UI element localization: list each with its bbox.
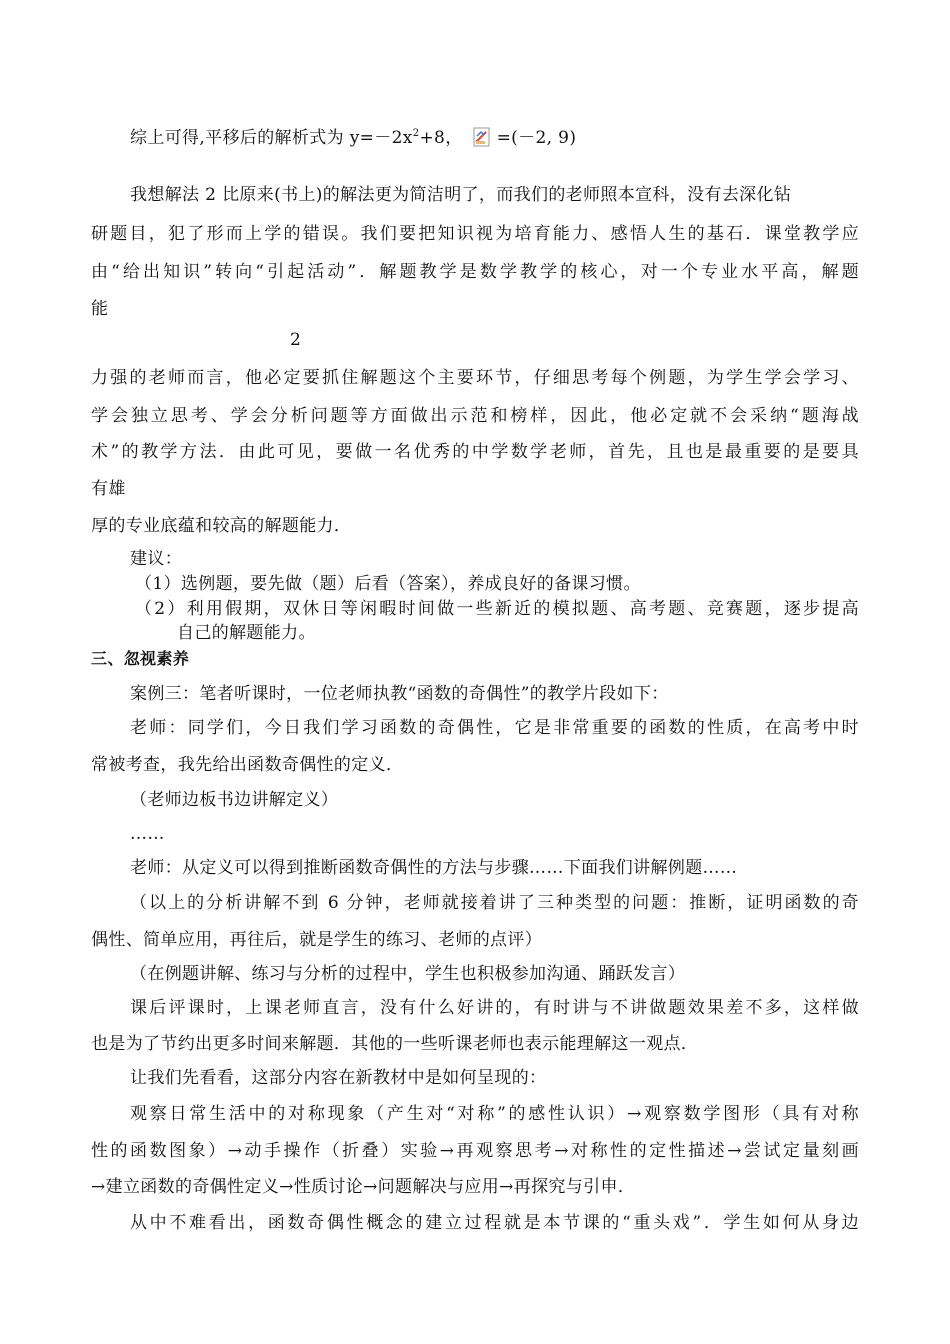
paragraph-line: 让我们先看看，这部分内容在新教材中是如何呈现的： [130, 1068, 547, 1088]
paragraph-line: 也是为了节约出更多时间来解题．其他的一些听课老师也表示能理解这一观点． [91, 1034, 699, 1054]
suggestion-item: （1）选例题，要先做（题）后看（答案），养成良好的备课习惯。 [135, 574, 641, 594]
paragraph-line: 从中不难看出，函数奇偶性概念的建立过程就是本节课的“重头戏”．学生如何从身边 [130, 1213, 859, 1233]
paragraph-line: 老师：从定义可以得到推断函数奇偶性的方法与步骤……下面我们讲解例题…… [130, 858, 738, 878]
paragraph-line: →建立函数的奇偶性定义→性质讨论→问题解决与应用→再探究与引申． [91, 1177, 636, 1197]
paragraph-line: 力强的老师而言，他必定要抓住解题这个主要环节，仔细思考每个例题，为学生学会学习、 [91, 368, 859, 388]
suggestion-title: 建议： [130, 549, 183, 569]
paragraph-line: 常被考查，我先给出函数奇偶性的定义． [91, 755, 404, 775]
ellipsis-line: …… [130, 824, 165, 844]
paragraph-line: 学会独立思考、学会分析问题等方面做出示范和榜样，因此，他必定就不会采纳“题海战 [91, 406, 859, 426]
formula-text-cont: +8， [419, 128, 463, 148]
paragraph-line: 能 [91, 299, 109, 319]
paragraph-line: 有雄 [91, 479, 126, 499]
vertex-text: =(－2, 9) [496, 128, 577, 148]
paragraph-line: 由“给出知识”转向“引起活动”．解题教学是数学教学的核心，对一个专业水平高，解题 [91, 262, 859, 282]
paragraph-line: 老师：同学们，今日我们学习函数的奇偶性，它是非常重要的函数的性质，在高考中时 [130, 718, 859, 738]
paragraph-line: 课后评课时，上课老师直言，没有什么好讲的，有时讲与不讲做题效果差不多，这样做 [130, 998, 859, 1018]
paragraph-line: 研题目，犯了形而上学的错误。我们要把知识视为培育能力、感悟人生的基石．课堂教学应 [91, 224, 859, 244]
paragraph-line: （以上的分析讲解不到 6 分钟，老师就接着讲了三种类型的问题：推断，证明函数的奇 [130, 893, 859, 913]
paragraph-line: 偶性、简单应用，再往后，就是学生的练习、老师的点评） [91, 930, 543, 950]
paragraph-line: （在例题讲解、练习与分析的过程中，学生也积极参加沟通、踊跃发言） [130, 964, 686, 984]
paragraph-line: 厚的专业底蕴和较高的解题能力． [91, 516, 352, 536]
paragraph-line: 我想解法 2 比原来(书上)的解法更为简洁明了，而我们的老师照本宣科，没有去深化钻 [130, 185, 792, 205]
paragraph-line: 观察日常生活中的对称现象（产生对“对称”的感性认识）→观察数学图形（具有对称 [130, 1104, 859, 1124]
page-number: 2 [290, 330, 301, 350]
formula-line [130, 127, 576, 149]
formula-exponent: 2 [412, 128, 420, 139]
broken-image-icon [473, 127, 493, 149]
paragraph-line: 案例三：笔者听课时，一位老师执教“函数的奇偶性”的教学片段如下： [130, 684, 669, 704]
suggestion-item: （2）利用假期，双休日等闲暇时间做一些新近的模拟题、高考题、竞赛题，逐步提高 [135, 599, 859, 619]
paragraph-line: （老师边板书边讲解定义） [130, 790, 339, 810]
paragraph-line: 性的函数图象）→动手操作（折叠）实验→再观察思考→对称性的定性描述→尝试定量刻画 [91, 1141, 859, 1161]
suggestion-item-cont: 自己的解题能力。 [177, 623, 316, 643]
section-title: 三、忽视素养 [91, 649, 190, 668]
paragraph-line: 术”的教学方法．由此可见，要做一名优秀的中学数学老师，首先，且也是最重要的是要具 [91, 442, 859, 462]
formula-text: 综上可得,平移后的解析式为 y=－2x [130, 128, 413, 148]
